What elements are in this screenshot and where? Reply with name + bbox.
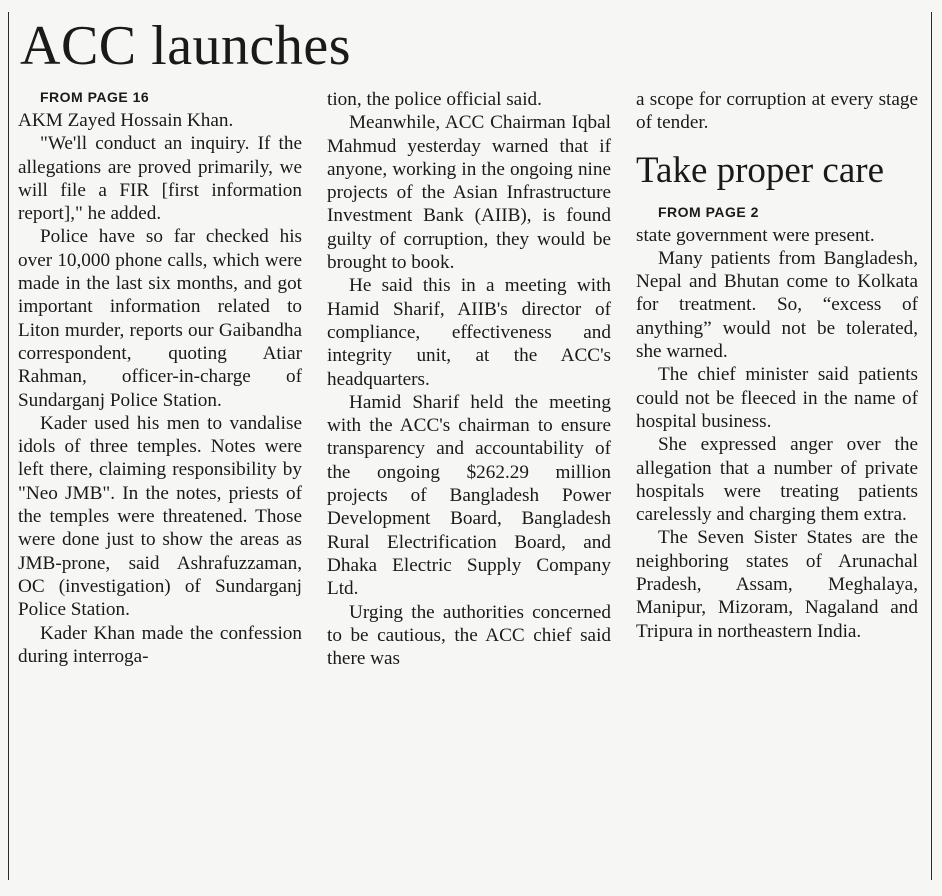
second-article-headline: Take proper care (636, 149, 885, 191)
right-column-rule (931, 12, 932, 880)
left-column-rule (8, 12, 9, 880)
paragraph: The chief minister said patients could not be fleeced in the name of hospital business. (636, 364, 918, 432)
paragraph: Kader used his men to vandalise idols of three temples. Notes were left there, claiming responsibility by "Neo JMB". In the notes, priests of the temples were threatened. Those were done just to show the areas as JMB-prone, said Ashrafuzzaman, OC (investigation) of Sundarganj Police Station. (18, 412, 302, 621)
paragraph: Police have so far checked his over 10,000 phone calls, which were made in the last six months, and got important information related to Liton murder, reports our Gaibandha correspondent, quoting Atiar Rahman, officer-in-charge of Sundarganj Police Station. (18, 226, 302, 411)
paragraph: a scope for corruption at every stage of tender. (636, 89, 918, 134)
paragraph: Urging the authorities concerned to be cautious, the ACC chief said there was (327, 601, 611, 670)
paragraph: He said this in a meeting with Hamid Sharif, AIIB's director of compliance, effectiveness and integrity unit, at the ACC's headquarters. (327, 275, 611, 390)
paragraph: Meanwhile, ACC Chairman Iqbal Mahmud yesterday warned that if anyone, working in the ongoing nine projects of the Asian Infrastructure Investment Bank (AIIB), is found guilty of corruption, they would be brought to book. (327, 112, 611, 274)
paragraph: The Seven Sister States are the neighboring states of Arunachal Pradesh, Assam, Meghalaya, Manipur, Mizoram, Nagaland and Tripura in northeastern India. (636, 527, 918, 642)
headline: ACC launches (20, 15, 352, 77)
continued-from-kicker: FROM PAGE 16 (40, 89, 150, 105)
paragraph: state government were present. (636, 224, 875, 246)
paragraph: Hamid Sharif held the meeting with the ACC's chairman to ensure transparency and accountability of the ongoing $262.29 million projects of Bangladesh Power Development Board, Bangladesh Rural Electrification Board, and Dhaka Electric Supply Company Ltd. (327, 391, 611, 600)
article-column-3 (636, 88, 918, 643)
paragraph: Many patients from Bangladesh, Nepal and Bhutan come to Kolkata for treatment. So, “excess of anything” would not be tolerated, she warned. (636, 247, 918, 363)
paragraph: "We'll conduct an inquiry. If the allegations are proved primarily, we will file a FIR [first information report]," he added. (18, 133, 302, 225)
article-column-2 (327, 88, 611, 670)
continued-from-kicker: FROM PAGE 2 (658, 203, 759, 220)
paragraph: Kader Khan made the confession during interroga- (18, 622, 302, 667)
paragraph: AKM Zayed Hossain Khan. (18, 110, 234, 131)
article-column-1 (18, 86, 302, 668)
paragraph: tion, the police official said. (327, 89, 542, 110)
paragraph: She expressed anger over the allegation that a number of private hospitals were treating patients carelessly and charging them extra. (636, 434, 918, 526)
